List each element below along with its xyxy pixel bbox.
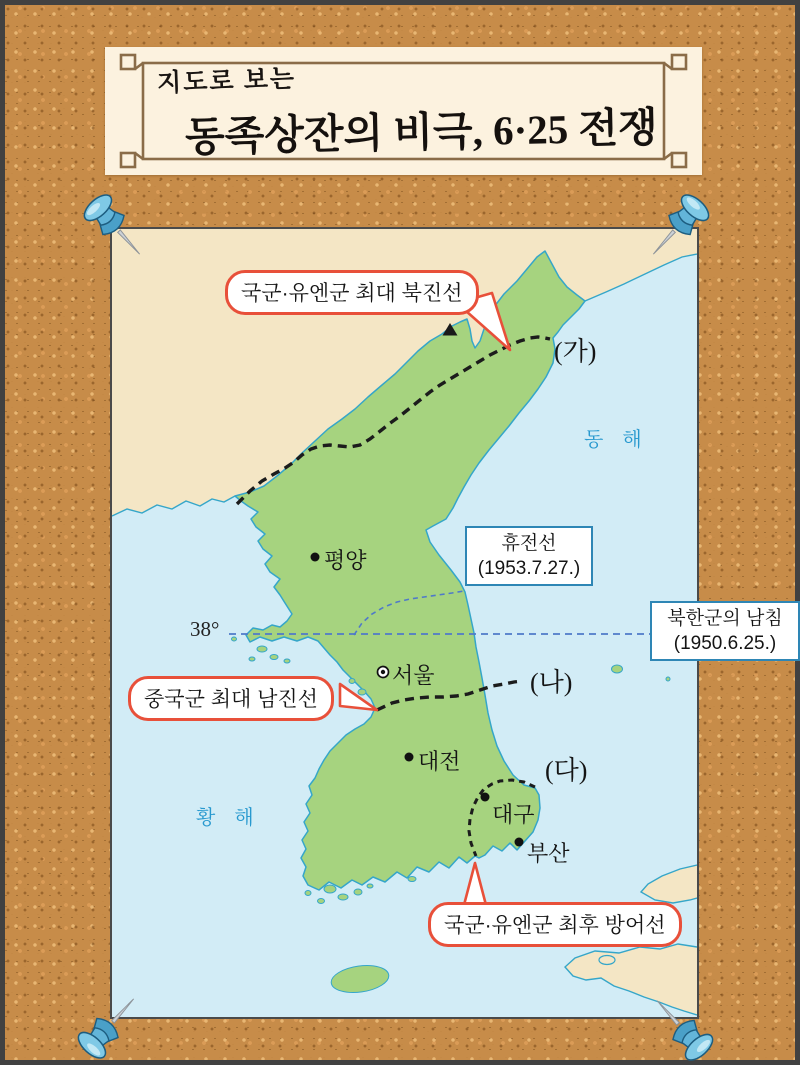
daegu-dot <box>481 793 490 802</box>
pointer-defense-callout <box>464 863 486 905</box>
city-label-seoul: 서울 <box>392 663 435 688</box>
city-label-daejeon: 대전 <box>418 749 461 774</box>
pyongyang-dot <box>311 553 320 562</box>
callout-invasion <box>650 601 800 661</box>
callout-china-max-advance: 중국군 최대 남진선 <box>128 676 334 721</box>
zone-marker-ga: (가) <box>554 337 597 366</box>
seoul-capital-dot <box>378 667 389 678</box>
invasion-date: (1950.6.25.) <box>673 633 777 655</box>
callout-un-max-advance: 국군·유엔군 최대 북진선 <box>225 270 479 315</box>
daejeon-dot <box>405 753 414 762</box>
callout-armistice <box>465 526 593 586</box>
yellow-sea-label: 황 해 <box>196 807 261 829</box>
land-japan-honshu <box>641 865 697 903</box>
armistice-title: 휴전선 <box>501 533 557 554</box>
page-title: 동족상잔의 비극, 6·25 전쟁 <box>184 104 659 160</box>
title-banner <box>105 47 702 175</box>
latitude-38-label: 38° <box>190 617 220 641</box>
armistice-date: (1953.7.27.) <box>477 558 581 580</box>
city-label-daegu: 대구 <box>492 802 535 827</box>
callout-final-defense: 국군·유엔군 최후 방어선 <box>428 902 682 947</box>
city-label-pyongyang: 평양 <box>324 548 367 573</box>
busan-dot <box>515 838 524 847</box>
title-kicker: 지도로 보는 <box>156 65 297 98</box>
ulleungdo-island <box>612 665 623 673</box>
dokdo-island <box>666 677 670 681</box>
zone-marker-da: (다) <box>545 756 588 785</box>
invasion-title: 북한군의 남침 <box>667 608 783 629</box>
korea-war-map <box>110 227 783 1019</box>
jeju-island <box>329 962 390 996</box>
east-sea-label: 동 해 <box>584 429 649 451</box>
land-tsushima-island <box>599 956 615 965</box>
zone-marker-na: (나) <box>530 668 573 697</box>
city-label-busan: 부산 <box>527 841 570 866</box>
